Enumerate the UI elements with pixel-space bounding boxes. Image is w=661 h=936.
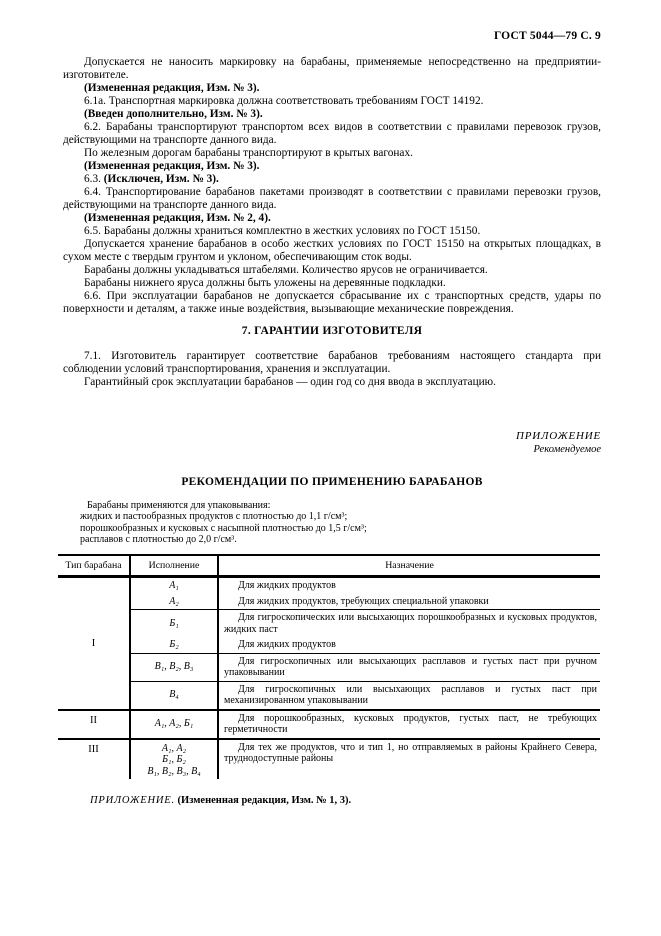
type-cell-I: I: [58, 577, 130, 710]
exec-cell: Б₂: [130, 637, 218, 653]
exec-line: Б₁, Б₂: [162, 754, 186, 766]
exec-cell: А₁: [130, 577, 218, 594]
paragraph-6-3-number: 6.3.: [84, 173, 104, 185]
exec-cell: А₁, А₂, Б₁: [130, 710, 218, 739]
paragraph-added-3: (Введен дополнительно, Изм. № 3).: [84, 108, 263, 120]
table-row: [58, 577, 600, 594]
exec-cell: А₂: [130, 594, 218, 610]
paragraph-6-5: 6.5. Барабаны должны храниться комплектно в жестких условиях по ГОСТ 15150.: [84, 225, 481, 237]
table-row: [58, 610, 600, 638]
type-cell-II: II: [58, 710, 130, 739]
paragraph-stacking: Барабаны должны укладываться штабелями. Количество ярусов не ограничивается.: [84, 264, 488, 276]
intro-line: жидких и пастообразных продуктов с плотностью до 1,1 г/см³;: [80, 511, 348, 523]
column-header-execution: Исполнение: [130, 555, 218, 577]
table-row: [58, 710, 600, 739]
paragraph-storage: Допускается хранение барабанов в особо жестких условиях по ГОСТ 15150 на открытых площадках, в сухом месте с твердым грунтом и уклоном, обеспечивающим сток воды.: [63, 238, 601, 263]
table-row: [58, 681, 600, 710]
purpose-cell: Для порошкообразных, кусковых продуктов, густых паст, не требующих герметичности: [218, 710, 600, 739]
paragraph-warranty-term: Гарантийный срок эксплуатации барабанов — один год со дня ввода в эксплуатацию.: [84, 376, 496, 388]
table-row: [58, 594, 600, 610]
intro-line: расплавов с плотностью до 2,0 г/см³.: [80, 533, 237, 545]
intro-line: Барабаны применяются для упаковывания:: [87, 500, 271, 511]
exec-cell: [130, 739, 218, 780]
column-header-drum-type: Тип барабана: [58, 555, 130, 577]
appendix-footnote-label: ПРИЛОЖЕНИЕ.: [90, 795, 175, 807]
exec-line: А₁, А₂: [161, 742, 187, 754]
appendix-footnote-text: (Измененная редакция, Изм. № 1, 3).: [177, 795, 352, 807]
paragraph-rail-transport: По железным дорогам барабаны транспортируют в крытых вагонах.: [84, 147, 413, 159]
purpose-cell: Для жидких продуктов: [238, 580, 336, 592]
paragraph-6-6: 6.6. При эксплуатации барабанов не допускается сбрасывание их с транспортных средств, удары по поверхности и деталям, а также иные воздействия, вызывающие механические повреждения.: [63, 290, 601, 315]
exec-line: В₁, В₂, В₃, В₄: [147, 765, 201, 777]
appendix-label: ПРИЛОЖЕНИЕ: [516, 430, 601, 442]
paragraph-marking: Допускается не наносить маркировку на барабаны, применяемые непосредственно на предприятии-изготовителе.: [63, 56, 601, 81]
exec-cell: В₄: [130, 681, 218, 710]
purpose-cell: Для гигроскопичных или высыхающих расплавов и густых паст при ручном упаковывании: [218, 653, 600, 681]
appendix-marker: [63, 429, 601, 457]
paragraph-7-1: 7.1. Изготовитель гарантирует соответствие барабанов требованиям настоящего стандарта при соблюдении условий транспортирования, хранения и эксплуатации.: [63, 350, 601, 375]
appendix-intro: [80, 500, 601, 545]
paragraph-6-3-excluded: (Исключен, Изм. № 3).: [103, 173, 219, 185]
paragraph-6-3: [63, 173, 601, 186]
table-header-row: [58, 555, 600, 577]
purpose-cell: Для жидких продуктов: [218, 637, 600, 653]
paragraph-6-4: 6.4. Транспортирование барабанов пакетами производят в соответствии с правилами перевозки грузов, действующими на транспорте данного вида.: [63, 186, 601, 211]
type-cell-III: III: [58, 739, 130, 780]
paragraph-6-1a: 6.1а. Транспортная маркировка должна соответствовать требованиям ГОСТ 14192.: [84, 95, 484, 107]
exec-cell: В₁, В₂, В₃: [130, 653, 218, 681]
paragraph-amendment-2-4: (Измененная редакция, Изм. № 2, 4).: [84, 212, 271, 224]
paragraph-amendment-3b: (Измененная редакция, Изм. № 3).: [84, 160, 260, 172]
paragraph-6-2: 6.2. Барабаны транспортируют транспортом всех видов в соответствии с правилами перевозок грузов, действующими на транспорте данного вида.: [63, 121, 601, 146]
paragraph-amendment-3a: (Измененная редакция, Изм. № 3).: [84, 82, 260, 94]
table-row: [58, 653, 600, 681]
page-header-standard-ref: ГОСТ 5044—79 С. 9: [493, 30, 601, 42]
appendix-sublabel: Рекомендуемое: [533, 444, 601, 455]
purpose-cell: Для гигроскопических или высыхающих порошкообразных и кусковых продуктов, жидких паст: [224, 612, 597, 635]
exec-cell: Б₁: [130, 610, 218, 638]
drum-application-table: [58, 554, 600, 779]
column-header-purpose: Назначение: [218, 555, 600, 577]
intro-line: порошкообразных и кусковых с насыпной плотностью до 1,5 г/см³;: [80, 522, 367, 534]
table-row: [58, 637, 600, 653]
purpose-cell: Для гигроскопичных или высыхающих расплавов и густых паст при механизированном упаковывании: [218, 681, 600, 710]
appendix-footnote: [90, 795, 601, 807]
table-row: [58, 739, 600, 780]
purpose-cell: Для тех же продуктов, что и тип 1, но отправляемых в районы Крайнего Севера, труднодоступные районы: [224, 741, 597, 765]
appendix-title: РЕКОМЕНДАЦИИ ПО ПРИМЕНЕНИЮ БАРАБАНОВ: [181, 476, 483, 488]
purpose-cell: Для жидких продуктов, требующих специальной упаковки: [218, 594, 600, 610]
paragraph-lower-tier: Барабаны нижнего яруса должны быть уложены на деревянные подкладки.: [84, 277, 446, 289]
section-7-heading: 7. ГАРАНТИИ ИЗГОТОВИТЕЛЯ: [241, 325, 423, 337]
